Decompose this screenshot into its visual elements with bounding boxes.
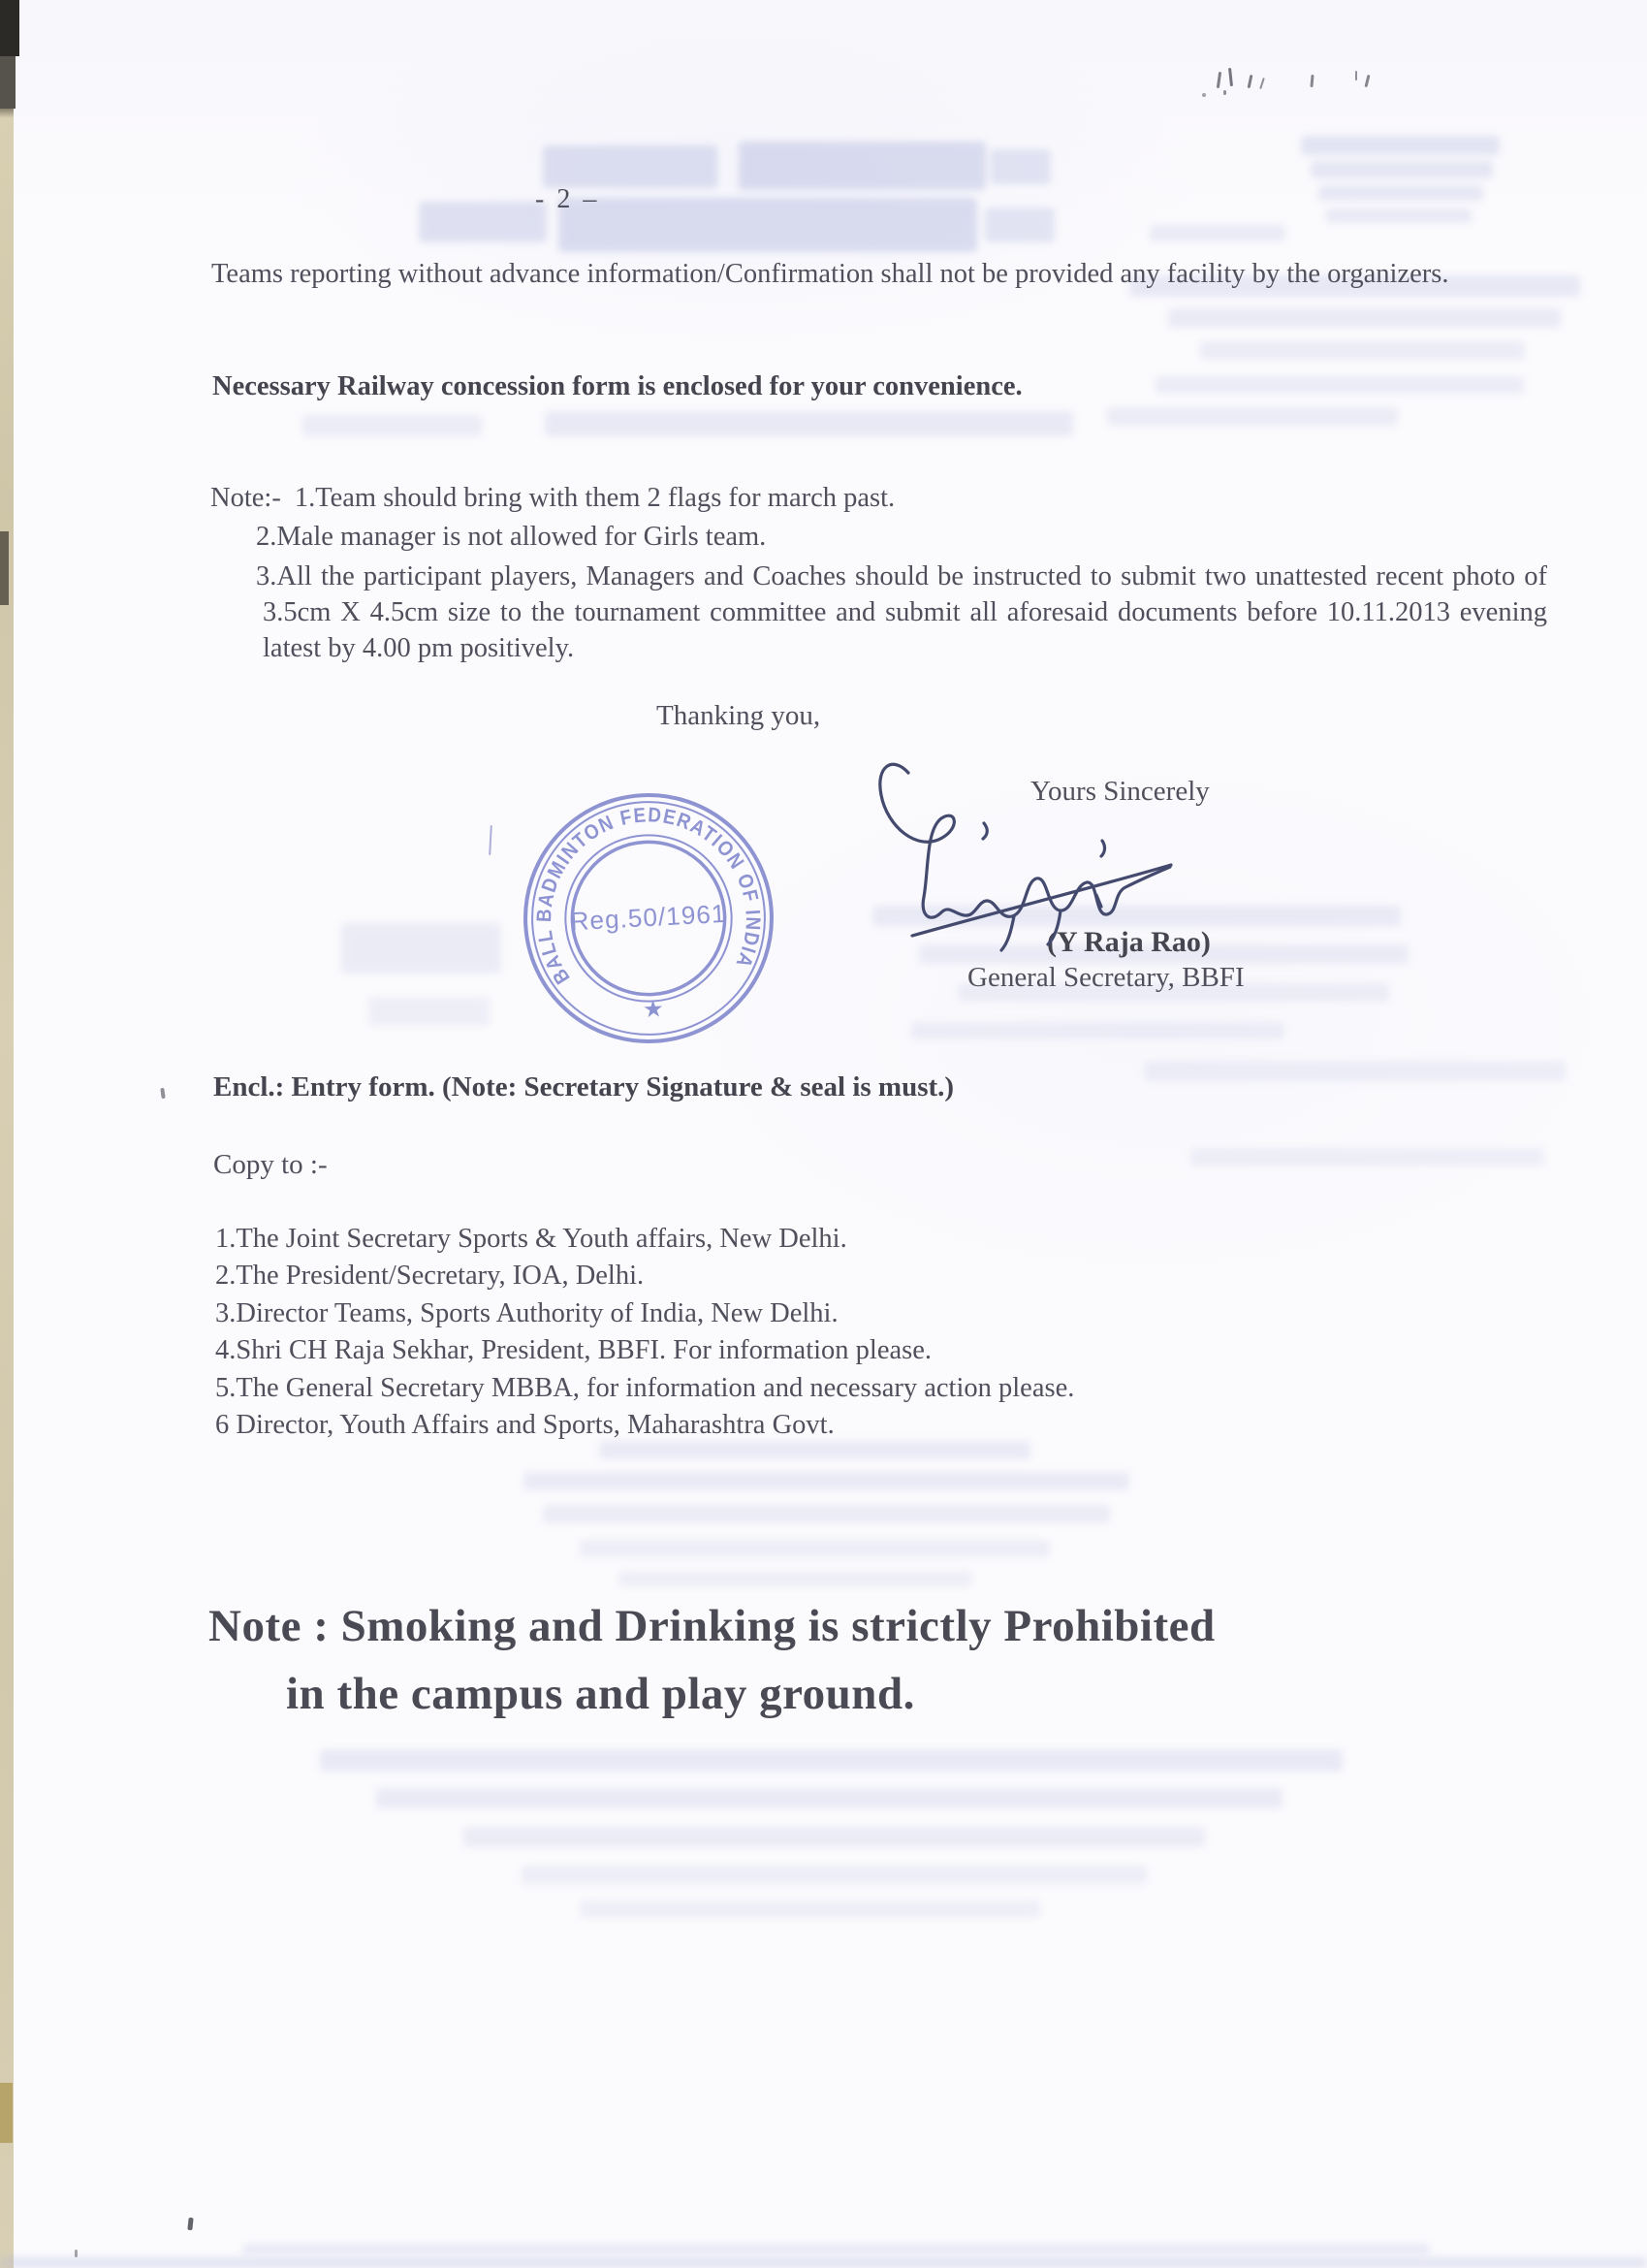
notes-line-1 (210, 483, 895, 514)
copy-to-item: 2.The President/Secretary, IOA, Delhi. (215, 1261, 645, 1292)
signature (824, 737, 1212, 979)
ghost-text-block (368, 997, 490, 1026)
ghost-text-block (1107, 407, 1398, 426)
ghost-text-block (1301, 136, 1500, 155)
ghost-text-block (1311, 161, 1493, 178)
ghost-text-block (1190, 1148, 1544, 1166)
ink-mark (1248, 75, 1253, 88)
ghost-text-block (985, 208, 1055, 242)
copy-to-item: 3.Director Teams, Sports Authority of India, New Delhi. (215, 1297, 839, 1328)
stamp-ring-text: BALL BADMINTON FEDERATION OF INDIA (533, 804, 765, 988)
ghost-text-block (320, 1749, 1343, 1772)
ghost-text-block (1200, 341, 1525, 360)
ghost-text-block (543, 145, 717, 188)
ink-mark (160, 1088, 165, 1099)
ink-mark (1217, 72, 1221, 88)
copy-to-label: Copy to :- (213, 1149, 328, 1180)
ghost-text-block (242, 2245, 1430, 2253)
ghost-text-block (580, 1901, 1040, 1918)
signature-descender (1001, 916, 1014, 950)
signatory-title: General Secretary, BBFI (967, 962, 1245, 993)
ink-mark (1228, 68, 1233, 86)
copy-to-item: 6 Director, Youth Affairs and Sports, Maharashtra Govt. (215, 1410, 835, 1441)
notes-label: Note:- (210, 483, 281, 513)
ink-mark (187, 2218, 193, 2230)
ghost-text-block (1318, 185, 1483, 201)
ghost-text-block (1168, 308, 1561, 328)
note-item-1: 1.Team should bring with them 2 flags for march past. (294, 483, 896, 513)
ink-mark (489, 825, 492, 855)
page-number: - 2 – (535, 184, 600, 214)
ghost-text-block (523, 1472, 1129, 1490)
ghost-text-block (739, 142, 986, 190)
ghost-text-block (341, 923, 501, 974)
ink-mark (1223, 90, 1226, 95)
ghost-text-block (545, 411, 1073, 436)
note-item-3: 3.All the participant players, Managers and Coaches should be instructed to submit two unattested recent photo of 3.5cm X 4.5cm size to the tournament committee and submit all aforesaid documents before 10.11.2013 evening latest by 4.00 pm positively. (256, 561, 1547, 663)
ink-mark (1202, 93, 1206, 97)
prohibition-note-line1: Note : Smoking and Drinking is strictly Prohibited (208, 1601, 1216, 1651)
copy-to-item: 1.The Joint Secretary Sports & Youth affairs, New Delhi. (215, 1224, 847, 1254)
ghost-text-block (1144, 1061, 1566, 1081)
ghost-text-block (991, 149, 1051, 184)
intro-paragraph: Teams reporting without advance information/Confirmation shall not be provided any facility by the organizers. (211, 259, 1449, 289)
ghost-text-block (376, 1788, 1283, 1808)
ghost-text-block (558, 198, 977, 252)
copy-to-item: 4.Shri CH Raja Sekhar, President, BBFI. For information please. (215, 1335, 932, 1366)
scan-edge-mark (0, 2083, 13, 2143)
ink-mark (1310, 75, 1314, 87)
thanking-line: Thanking you, (656, 700, 821, 731)
stamp-registration-text: Reg.50/1961 (569, 898, 728, 937)
signature-apostrophe-mark (1101, 841, 1105, 856)
enclosure-line: Encl.: Entry form. (Note: Secretary Signature & seal is must.) (213, 1071, 955, 1102)
prohibition-note-line2: in the campus and play ground. (286, 1669, 915, 1719)
scan-corner-mark (0, 0, 19, 56)
ghost-text-block (580, 1540, 1050, 1557)
signature-comma-mark (983, 823, 987, 839)
ink-mark (1355, 71, 1357, 80)
copy-to-item: 5.The General Secretary MBBA, for information and necessary action please. (215, 1372, 1075, 1403)
scan-edge-mark (0, 531, 9, 605)
federation-stamp (515, 784, 781, 1051)
ghost-text-block (543, 1505, 1110, 1523)
signature-strike-line (912, 865, 1171, 936)
signature-stroke (880, 764, 1170, 917)
ink-mark (75, 2250, 78, 2257)
ghost-text-block (302, 415, 482, 436)
note-item-2: 2.Male manager is not allowed for Girls team. (256, 522, 767, 552)
ink-mark (1364, 75, 1370, 87)
ghost-text-block (1150, 225, 1285, 241)
scan-left-edge (0, 0, 14, 2268)
ghost-text-block (522, 1866, 1147, 1884)
ghost-text-block (419, 202, 547, 242)
stamp-star-icon: ★ (642, 996, 665, 1024)
ink-mark (1259, 78, 1265, 89)
copy-to-list (215, 1221, 1074, 1444)
scan-edge-mark (0, 56, 16, 109)
ghost-text-block (463, 1827, 1205, 1847)
ghost-text-block (0, 2257, 1647, 2268)
ghost-text-block (1156, 376, 1524, 394)
signature-descender (1048, 910, 1061, 944)
signatory-name: (Y Raja Rao) (1047, 926, 1211, 958)
ghost-text-block (911, 1022, 1284, 1039)
ghost-text-block (618, 1571, 972, 1587)
ghost-text-block (1326, 208, 1472, 223)
railway-concession-notice: Necessary Railway concession form is enclosed for your convenience. (212, 371, 1023, 401)
valediction: Yours Sincerely (1030, 776, 1210, 807)
